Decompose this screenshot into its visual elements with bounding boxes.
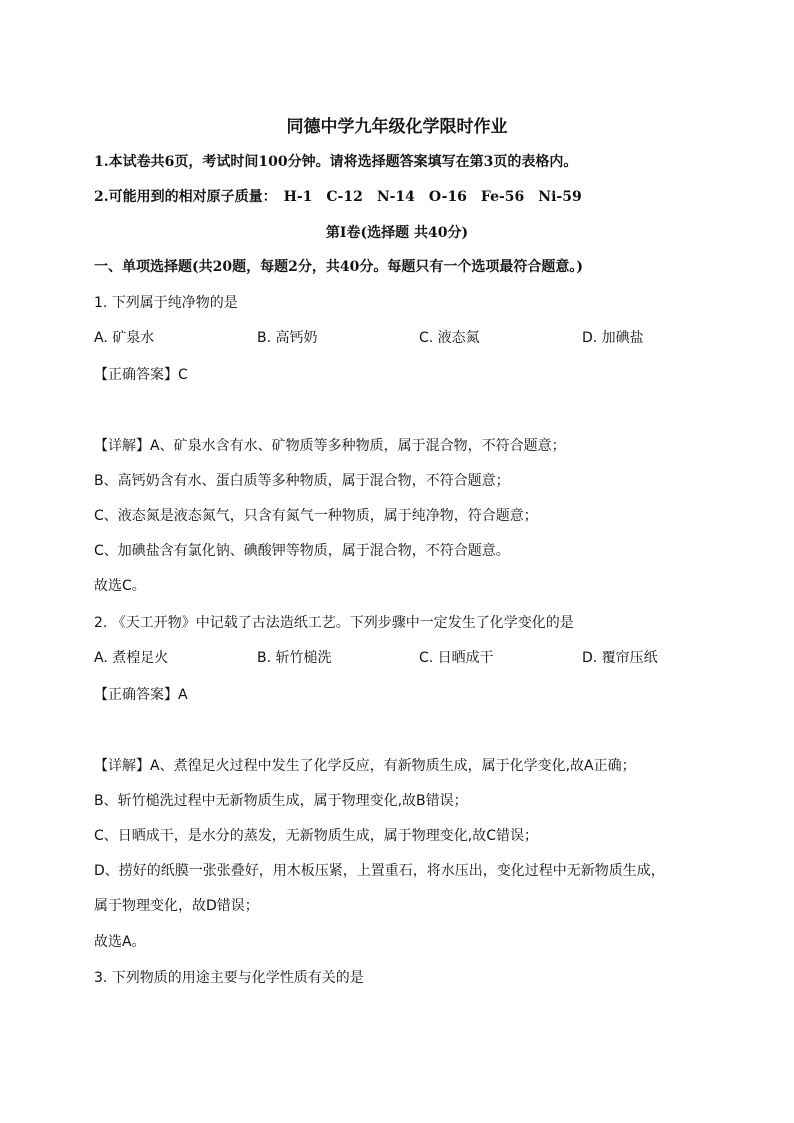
question-1-explanation-line: C、加碘盐含有氯化钠、碘酸钾等物质，属于混合物，不符合题意。 xyxy=(94,543,510,559)
question-2-option-c: C. 日晒成干 xyxy=(419,650,494,666)
page-title: 同德中学九年级化学限时作业 xyxy=(286,117,508,137)
note-1: 1.本试卷共6页，考试时间100分钟。请将选择题答案填写在第3页的表格内。 xyxy=(94,154,578,170)
question-1-answer: 【正确答案】C xyxy=(94,367,188,383)
question-3-stem: 3. 下列物质的用途主要与化学性质有关的是 xyxy=(94,970,364,986)
question-1-option-a: A. 矿泉水 xyxy=(94,330,155,346)
question-2-explanation-line: B、斩竹槌洗过程中无新物质生成，属于物理变化,故B错误； xyxy=(94,793,468,809)
question-1-option-b: B. 高钙奶 xyxy=(257,330,318,346)
question-1-conclusion: 故选C。 xyxy=(94,578,146,594)
question-2-explanation-line: 【详解】A、煮徨足火过程中发生了化学反应，有新物质生成，属于化学变化,故A正确； xyxy=(94,758,636,774)
question-2-explanation-line: D、捞好的纸膜一张张叠好，用木板压紧，上置重石，将水压出，变化过程中无新物质生成， xyxy=(94,863,665,879)
question-2-option-d: D. 覆帘压纸 xyxy=(582,650,658,666)
question-2-option-b: B. 斩竹槌洗 xyxy=(257,650,332,666)
question-2-explanation-line: 属于物理变化，故D错误； xyxy=(94,898,259,914)
question-2-conclusion: 故选A。 xyxy=(94,934,146,950)
question-1-explanation-line: 【详解】A、矿泉水含有水、矿物质等多种物质，属于混合物，不符合题意； xyxy=(94,438,566,454)
question-1-option-c: C. 液态氮 xyxy=(419,330,480,346)
section-instruction: 一、单项选择题(共20题，每题2分，共40分。每题只有一个选项最符合题意。) xyxy=(94,259,583,275)
question-2-stem: 2. 《天工开物》中记载了古法造纸工艺。下列步骤中一定发生了化学变化的是 xyxy=(94,615,574,631)
question-2-explanation-line: C、日晒成干，是水分的蒸发，无新物质生成，属于物理变化,故C错误； xyxy=(94,828,538,844)
note-2: 2.可能用到的相对原子质量： H-1 C-12 N-14 O-16 Fe-56 Ni-59 xyxy=(94,189,582,205)
section-heading: 第Ⅰ卷(选择题 共40分) xyxy=(325,225,469,241)
question-1-option-d: D. 加碘盐 xyxy=(582,330,644,346)
question-2-option-a: A. 煮楻足火 xyxy=(94,650,169,666)
question-1-explanation-line: C、液态氮是液态氮气，只含有氮气一种物质，属于纯净物，符合题意； xyxy=(94,508,538,524)
question-2-answer: 【正确答案】A xyxy=(94,687,188,703)
question-1-stem: 1. 下列属于纯净物的是 xyxy=(94,295,238,311)
question-1-explanation-line: B、高钙奶含有水、蛋白质等多种物质，属于混合物，不符合题意； xyxy=(94,473,510,489)
